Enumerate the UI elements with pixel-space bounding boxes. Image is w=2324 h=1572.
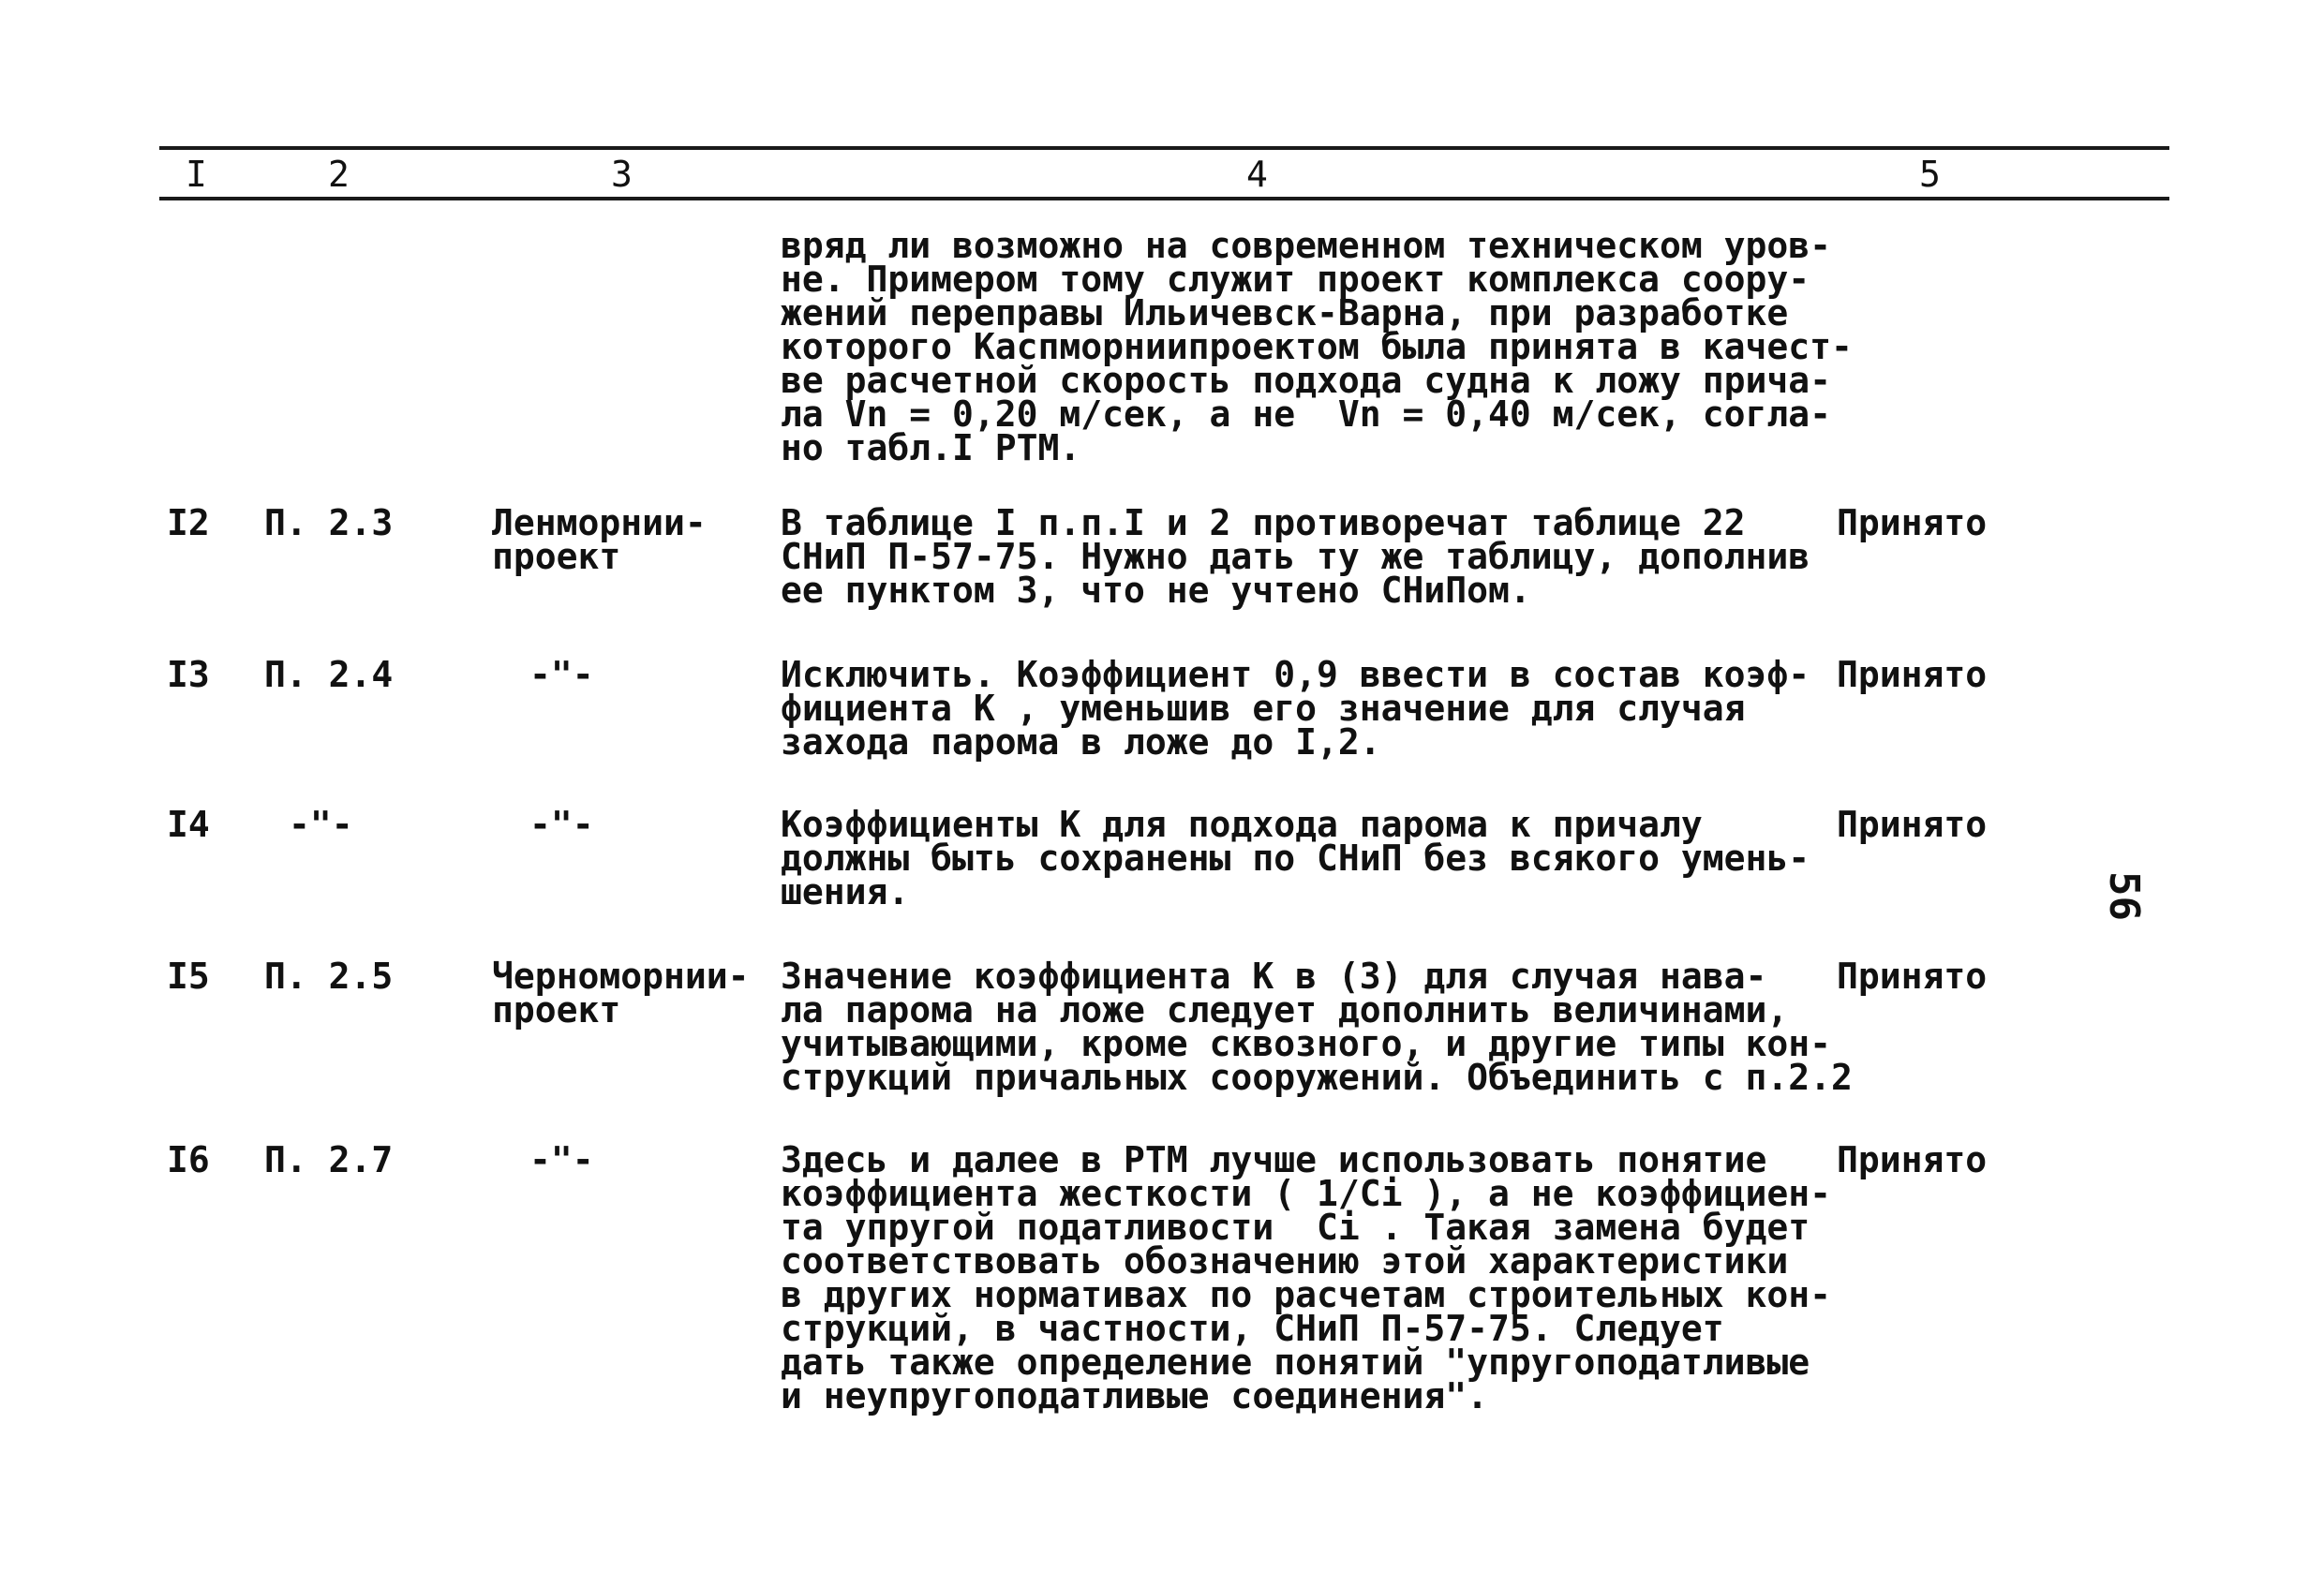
header-col-3: 3 [611,154,633,195]
header-col-1: I [186,154,207,195]
row-status: Принято [1837,956,1988,997]
row-remark: В таблице I п.п.I и 2 противоречат таблице 22 СНиП П-57-75. Нужно дать ту же таблицу, дополнив ее пунктом 3, что не учтено СНиПом. [781,502,1810,611]
row-number: I6 [167,1139,210,1180]
row-organization: -"- [529,804,594,845]
row-item: -"- [289,804,353,845]
row-item: П. 2.5 [264,956,394,997]
row-number: I2 [167,502,210,543]
header-col-5: 5 [1919,154,1941,195]
row-status: Принято [1837,804,1988,845]
row-organization: Черноморнии- проект [492,956,750,1031]
row-organization: Ленморнии- проект [492,502,707,577]
row-status: Принято [1837,1139,1988,1180]
row-item: П. 2.3 [264,502,394,543]
row-remark: Здесь и далее в РТМ лучше использовать понятие коэффициента жесткости ( 1/Ci ), а не коэффициен- та упругой податливости Ci . Такая замена будет соответствовать обозначению этой характеристики в других нормативах по расчетам строительных кон- струкций, в частности, СНиП П-57-75. Следует дать также определение понятий "упругоподатливые и неупругоподатливые соединения". [781,1139,1832,1416]
row-organization: -"- [529,654,594,695]
row-remark: Значение коэффициента К в (3) для случая нава- ла парома на ложе следует дополнить величинами, учитывающими, кроме сквозного, и другие типы кон- струкций причальных сооружений. Объединить с п.2.2 [781,956,1853,1098]
row-remark: Исключить. Коэффициент 0,9 ввести в состав коэф- фициента К , уменьшив его значение для случая захода парома в ложе до I,2. [781,654,1810,763]
continuation-text: вряд ли возможно на современном техническом уров- не. Примером тому служит проект комплекса соору- жений переправы Ильичевск-Варна, при разработке которого Каспморниипроектом была принята в качест- ве расчетной скорость подхода судна к ложу прича- ла Vn = 0,20 м/сек, а не Vn = 0,40 м/сек, согла- но табл.I РТМ. [781,225,1853,468]
header-bottom-rule [159,197,2169,200]
row-status: Принято [1837,654,1988,695]
row-status: Принято [1837,502,1988,543]
row-item: П. 2.4 [264,654,394,695]
row-number: I3 [167,654,210,695]
header-col-2: 2 [328,154,350,195]
row-remark: Коэффициенты К для подхода парома к причалу должны быть сохранены по СНиП без всякого умень- шения. [781,804,1810,912]
row-organization: -"- [529,1139,594,1180]
header-top-rule [159,146,2169,150]
row-item: П. 2.7 [264,1139,394,1180]
row-number: I4 [167,804,210,845]
page-number: 56 [2100,871,2148,921]
header-col-4: 4 [1246,154,1268,195]
row-number: I5 [167,956,210,997]
